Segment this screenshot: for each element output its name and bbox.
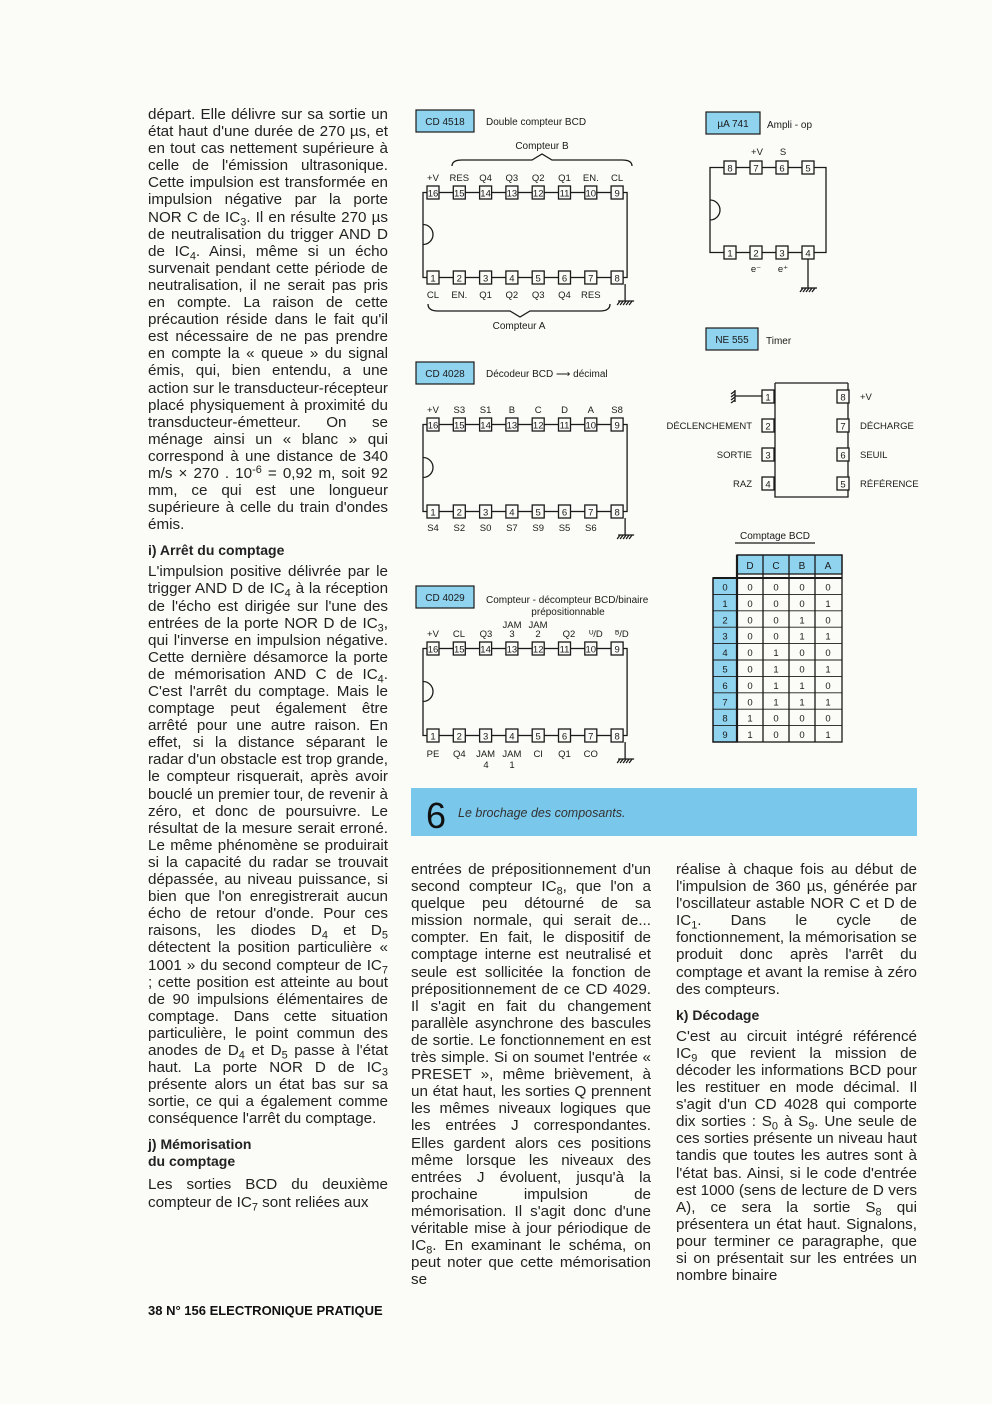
pin-number: 5 [805, 163, 811, 175]
subscript: 4 [321, 929, 328, 942]
subscript: 3 [381, 1066, 388, 1079]
ic-notch [710, 200, 720, 220]
pin-label: JAM [476, 749, 496, 760]
pin-number: 7 [588, 507, 594, 519]
bcd-cell: 0 [773, 713, 779, 725]
pin-number: 3 [482, 507, 489, 519]
heading-line: du comptage [148, 1153, 236, 1170]
cd4518-label: CD 4518 [425, 117, 465, 128]
bcd-header-cell: B [798, 561, 806, 572]
pin-label: S1 [479, 405, 492, 416]
bcd-cell: 0 [747, 615, 753, 627]
pin-number: 11 [559, 188, 570, 200]
paragraph: Les sorties BCD du deuxième compteur de $IC_7$ sont reliées aux [148, 1176, 388, 1213]
pin-label: Q2 [505, 290, 519, 301]
pin-label: DÉCLENCHEMENT [666, 421, 752, 432]
pin-label: ᴮ/D [615, 629, 629, 640]
bcd-cell: 0 [773, 615, 779, 627]
pin-label: +V [860, 392, 872, 403]
subscript: 4 [189, 250, 196, 263]
figure-caption: Le brochage des composants. [458, 806, 626, 820]
pin-number: 14 [480, 420, 491, 432]
subscript: 0 [771, 1120, 779, 1133]
pin-label: S4 [427, 523, 439, 534]
pin-number: 6 [840, 450, 846, 462]
pin-label: 2 [535, 629, 541, 640]
pin-label: C [534, 405, 542, 416]
pin-number: 8 [614, 273, 620, 285]
bcd-cell: 1 [747, 730, 753, 742]
bcd-cell: 0 [773, 631, 779, 643]
bcd-cell: 0 [825, 582, 831, 594]
pin-label: S6 [584, 523, 597, 534]
bcd-header-cell: D [746, 561, 754, 572]
pin-number: 7 [840, 421, 846, 433]
bcd-cell: 0 [825, 680, 831, 692]
bcd-cell: 0 [825, 615, 831, 627]
pin-number: 7 [588, 731, 594, 743]
brace [452, 154, 632, 166]
pin-label: S5 [558, 523, 571, 534]
bcd-index-cell: 7 [722, 697, 728, 709]
pin-number: 9 [614, 644, 620, 656]
pin-number: 1 [727, 248, 733, 260]
paragraph: C'est au circuit intégré référencé $IC_9$ que revient la mission de décoder les informations BCD pour les restituer en mode décimal. Il s'agit d'un CD 4028 qui comporte dix sorties : $S_0$ à $S_9$. Une seule de ces sorties présente un niveau haut tandis que toutes les autres sont à l'état bas. Ainsi, si le code d'entrée est 1000 (sens de lecture de D vers A), ce sera la sortie $S_8$ qui présentera un état haut. Signalons, pour terminer ce paragraphe, que si on présentait sur les entrées un nombre binaire [676, 1027, 917, 1285]
pin-label: Q3 [479, 629, 493, 640]
bcd-cell: 0 [747, 697, 753, 709]
paragraph: L'impulsion positive délivrée par le trigger AND D de $IC_4$ à la réception de l'écho est dirigée sur l'une des entrées de la porte NOR D de $IC_3$, qui l'inverse en impulsion négative. Cette dernière désamorce la porte de mémorisation AND C de $IC_4$. C'est l'arrêt du comptage. Mais le comptage peut également être arrêté pour une autre raison. En effet, si la distance séparant le radar d'un obstacle est trop grande, le compteur risquerait, après avoir bouclé un premier tour, de revenir à zéro, et donc de poursuivre. Le résultat de la mesure serait erroné. Le même phénomène se produirait si la capacité du radar se trouvait dépassée, au niveau puissance, si bien que l'on enregistrerait aucun écho de retour d'onde. Pour ces raisons, les diodes $D_4$ et $D_5$ détectent la position particulière « 1001 » du second compteur de $IC_7$ ; cette position est atteinte au bout de 90 impulsions élémentaires de comptage. Dans cette situation particulière, le point commun des anodes de $D_4$ et $D_5$ passe à l'état haut. La porte NOR D de $IC_3$ présente alors un état bas sur sa sortie, ce qui a également comme conséquence l'arrêt du comptage. [148, 563, 389, 1128]
bcd-index-cell: 4 [722, 648, 728, 660]
ic-body-left [710, 168, 724, 253]
pin-label: EN. [582, 173, 599, 184]
bcd-cell: 0 [799, 598, 805, 610]
pin-number: 14 [480, 188, 491, 200]
pin-number: 16 [427, 188, 439, 200]
ic-body-right [623, 193, 627, 278]
pin-number: 2 [456, 731, 462, 743]
pin-label: Q1 [558, 749, 571, 760]
pin-number: 5 [535, 507, 541, 519]
cd4518-top-group: Compteur B [515, 141, 569, 152]
pin-number: 16 [427, 420, 439, 432]
pin-number: 4 [509, 507, 515, 519]
pin-label: Q2 [562, 629, 576, 640]
ic-body-left [423, 193, 427, 278]
ic-body-left [423, 425, 427, 512]
column-2 [411, 861, 651, 1288]
ic-notch [423, 225, 433, 245]
pin-label: JAM [502, 749, 522, 760]
ne555-label: NE 555 [715, 335, 749, 346]
pin-label: S3 [453, 405, 466, 416]
bcd-cell: 1 [799, 615, 805, 627]
pin-label: Q1 [558, 173, 571, 184]
bcd-cell: 1 [825, 697, 831, 709]
pin-label: RES [449, 173, 470, 184]
bcd-header-cell: A [824, 561, 832, 572]
pin-label: S2 [453, 523, 466, 534]
ic-notch [423, 458, 433, 478]
subscript: 5 [381, 929, 388, 942]
subscript: 1 [691, 919, 698, 932]
bcd-cell: 1 [773, 680, 779, 692]
pin-number: 3 [482, 731, 489, 743]
bcd-index-cell: 0 [722, 582, 728, 594]
pin-label: S7 [506, 523, 518, 534]
bcd-cell: 0 [747, 648, 753, 660]
bcd-cell: 0 [799, 582, 805, 594]
ic-body-right [623, 425, 627, 512]
pin-number: 11 [559, 644, 570, 656]
bcd-cell: 1 [799, 631, 805, 643]
subscript: 8 [875, 1205, 882, 1218]
pin-number: 2 [456, 507, 462, 519]
bcd-cell: 0 [747, 598, 753, 610]
pin-label: Q2 [531, 173, 545, 184]
bcd-index-cell: 2 [722, 615, 728, 627]
bcd-index-cell: 6 [722, 680, 728, 692]
pin-label: CI [533, 749, 543, 760]
pin-label: 3 [509, 629, 515, 640]
pin-number: 7 [588, 273, 594, 285]
pin-number: 8 [614, 731, 620, 743]
pin-number: 1 [430, 273, 436, 285]
pin-number: 3 [765, 450, 771, 462]
bcd-header-cell: C [772, 561, 780, 572]
pin-number: 1 [430, 507, 436, 519]
pin-number: 14 [480, 644, 491, 656]
subscript: 9 [808, 1120, 815, 1133]
pin-label: A [587, 405, 594, 416]
pin-number: 9 [614, 420, 620, 432]
cd4028-desc: Décodeur BCD ⟶ décimal [486, 369, 608, 380]
bcd-cell: 0 [799, 730, 805, 742]
bcd-cell: 1 [799, 697, 805, 709]
pin-number: 12 [532, 188, 544, 200]
pin-number: 15 [454, 644, 465, 656]
bcd-cell: 1 [773, 648, 779, 660]
pin-number: 6 [779, 163, 785, 175]
pin-label: D [561, 405, 568, 416]
pin-number: 3 [482, 273, 489, 285]
bcd-cell: 0 [825, 648, 831, 660]
paragraph: départ. Elle délivre sur sa sortie un état haut d'une durée de 270 µs, et en tout cas nettement supérieure à celle de l'émission ultrasonique. Cette impulsion est transformée en impulsion négative par la porte NOR C de $IC_3$. Il en résulte 270 µs de neutralisation du trigger AND D de $IC_4$. Ainsi, même si un écho survenait pendant cette période de neutralisation, il ne serait pas pris en compte. La raison de cette précaution réside dans le fait qu'il est nécessaire de ne pas prendre en compte la « queue » du signal émis, qui, bien entendu, a une action sur le transducteur-récepteur placé physiquement à proximité du transducteur-émetteur. On se ménage ainsi un « blanc » qui correspond à une distance de 340 m/s × 270 . $10^{-6} = 0,92$ m, soit 92 mm, ce qui est une longueur supérieure à celle du train d'ondes émis. [148, 106, 389, 534]
pin-label: Q4 [558, 290, 571, 301]
pin-number: 12 [532, 420, 544, 432]
pin-label: S9 [532, 523, 545, 534]
ne555-desc: Timer [766, 336, 792, 347]
pin-label: e⁺ [777, 264, 789, 275]
section-heading-j [148, 1136, 388, 1170]
paragraph: réalise à chaque fois au début de l'impulsion de 360 µs, générée par l'oscillateur astable NOR C et D de $IC_1$. Dans le cycle de fonctionnement, la mémorisation se produit donc après l'arrêt du comptage et avant la remise à zéro des compteurs. [676, 861, 917, 998]
pin-label: S0 [479, 523, 492, 534]
pin-number: 4 [765, 479, 771, 491]
pin-label: Q1 [479, 290, 492, 301]
pin-label: +V [751, 147, 763, 158]
bcd-index-cell: 1 [722, 598, 728, 610]
bcd-cell: 0 [799, 648, 805, 660]
pin-label: +V [427, 405, 439, 416]
bcd-cell: 0 [773, 598, 779, 610]
pin-label: Q4 [452, 749, 466, 760]
pin-number: 8 [727, 163, 733, 175]
pin-label: S [779, 147, 787, 158]
ua741-label: µA 741 [717, 119, 749, 130]
pin-label: +V [427, 629, 439, 640]
pin-number: 3 [779, 248, 785, 260]
cd4029-desc: prépositionnable [531, 607, 605, 618]
bcd-cell: 1 [825, 664, 831, 676]
subscript: 8 [556, 885, 563, 898]
pin-label: DÉCHARGE [860, 421, 914, 432]
section-heading-k: k) Décodage [676, 1006, 760, 1023]
pin-number: 6 [561, 273, 568, 285]
pin-number: 10 [585, 420, 597, 432]
pin-number: 16 [427, 644, 439, 656]
pin-label: RAZ [733, 479, 752, 490]
bcd-cell: 0 [747, 631, 753, 643]
bcd-cell: 1 [773, 697, 779, 709]
pin-label: JAM [528, 620, 548, 631]
subscript: 7 [251, 1200, 258, 1213]
bcd-index-cell: 3 [722, 631, 728, 643]
pin-number: 9 [614, 188, 620, 200]
pin-label: e⁻ [750, 264, 762, 275]
pin-number: 4 [805, 248, 811, 260]
section-heading-i: i) Arrêt du comptage [148, 542, 285, 559]
bcd-cell: 1 [825, 730, 831, 742]
subscript: 4 [238, 1049, 245, 1062]
page-footer: 38 N° 156 ELECTRONIQUE PRATIQUE [148, 1303, 383, 1318]
pin-number: 10 [585, 644, 597, 656]
bcd-index-cell: 9 [722, 730, 728, 742]
pin-label: Q4 [479, 173, 492, 184]
pin-number: 12 [532, 644, 544, 656]
bcd-cell: 0 [799, 713, 805, 725]
ic-body-right [814, 168, 826, 253]
figure-number: 6 [426, 795, 447, 836]
ic-body-left [423, 649, 427, 736]
bcd-cell: 0 [747, 664, 753, 676]
pin-number: 8 [614, 507, 620, 519]
pin-label: S8 [611, 405, 623, 416]
pin-number: 13 [506, 420, 518, 432]
bcd-cell: 1 [825, 598, 831, 610]
pin-number: 6 [561, 731, 568, 743]
pin-label: CO [583, 749, 598, 760]
pin-label: Q3 [505, 173, 519, 184]
pin-number: 1 [765, 392, 771, 404]
ua741-desc: Ampli - op [767, 120, 813, 131]
pin-number: 5 [840, 479, 846, 491]
pin-label: EN. [451, 290, 468, 301]
column-3 [676, 861, 917, 1284]
pin-number: 13 [506, 188, 518, 200]
pin-label: SEUIL [860, 450, 888, 461]
pin-number: 4 [509, 731, 515, 743]
heading-line: j) Mémorisation [148, 1136, 252, 1153]
pin-label: B [508, 405, 516, 416]
bcd-cell: 0 [773, 582, 779, 594]
pin-number: 5 [535, 273, 541, 285]
pin-label: RÉFÉRENCE [860, 479, 919, 490]
ic-body-right [623, 649, 627, 736]
cd4028-label: CD 4028 [425, 369, 465, 380]
subscript: 7 [381, 963, 388, 976]
bcd-cell: 0 [747, 582, 753, 594]
pin-label: SORTIE [716, 450, 752, 461]
pin-number: 1 [430, 731, 436, 743]
subscript: 5 [281, 1049, 288, 1062]
bcd-table-title: Comptage BCD [739, 531, 811, 542]
pin-label: CL [426, 290, 440, 301]
bcd-cell: 1 [747, 713, 753, 725]
bcd-cell: 0 [799, 664, 805, 676]
subscript: 9 [691, 1052, 698, 1065]
cd4518-desc: Double compteur BCD [486, 117, 587, 128]
pin-number: 8 [840, 392, 846, 404]
pin-label: ᵁ/D [589, 629, 603, 640]
pin-label: +V [427, 173, 439, 184]
pin-number: 13 [506, 644, 518, 656]
subscript: 3 [240, 215, 247, 228]
bcd-cell: 0 [773, 730, 779, 742]
pin-number: 11 [559, 420, 570, 432]
pin-label: JAM [502, 620, 522, 631]
pin-number: 15 [454, 188, 465, 200]
pin-number: 10 [585, 188, 597, 200]
pin-number: 15 [454, 420, 465, 432]
bcd-index-cell: 8 [722, 713, 728, 725]
paragraph: entrées de prépositionnement d'un second compteur $IC_8$, que l'on a quelque peu détourné de sa mission normale, qui serait de... compter. En fait, le dispositif de comptage interne est neutralisé et seule est sollicitée la fonction de prépositionnement de ce CD 4029. Il s'agit en fait du changement parallèle asynchrone des bascules de sortie. Le fonctionnement en est très simple. Si on soumet l'entrée « PRESET », même brièvement, à un état haut, les sorties Q prennent les mêmes niveaux logiques que les entrées J correspondantes. Elles gardent alors ces positions même lorsque les niveaux des entrées J évoluent, jusqu'à la prochaine impulsion de mémorisation. Il s'agit donc d'une véritable mise à jour périodique de $IC_8$. En examinant le schéma, on peut noter que cette mémorisation se [411, 861, 651, 1289]
subscript: 8 [426, 1244, 433, 1257]
pin-label: Q3 [531, 290, 545, 301]
cd4029-desc: Compteur - décompteur BCD/binaire [486, 595, 649, 606]
pin-label: PE [426, 749, 440, 760]
bcd-cell: 1 [773, 664, 779, 676]
superscript: -6 [252, 464, 262, 477]
cd4518-bottom-group: Compteur A [492, 321, 546, 332]
pin-label: 1 [509, 760, 515, 771]
cd4029-label: CD 4029 [425, 593, 465, 604]
pin-number: 2 [753, 248, 759, 260]
pin-number: 6 [561, 507, 568, 519]
bcd-cell: 1 [799, 680, 805, 692]
pin-label: 4 [483, 760, 489, 771]
pin-number: 2 [456, 273, 462, 285]
pin-label: CL [611, 173, 624, 184]
pin-number: 5 [535, 731, 541, 743]
subscript: 4 [284, 587, 291, 600]
bcd-cell: 1 [825, 631, 831, 643]
pin-number: 4 [509, 273, 515, 285]
bcd-cell: 0 [825, 713, 831, 725]
ic-notch [423, 682, 433, 702]
brace [428, 304, 610, 317]
pin-number: 7 [753, 163, 759, 175]
pin-label: CL [452, 629, 466, 640]
subscript: 3 [377, 621, 384, 634]
subscript: 4 [377, 673, 384, 686]
bcd-index-cell: 5 [722, 664, 728, 676]
pin-number: 2 [765, 421, 771, 433]
pin-label: RES [581, 290, 601, 301]
bcd-cell: 0 [747, 680, 753, 692]
